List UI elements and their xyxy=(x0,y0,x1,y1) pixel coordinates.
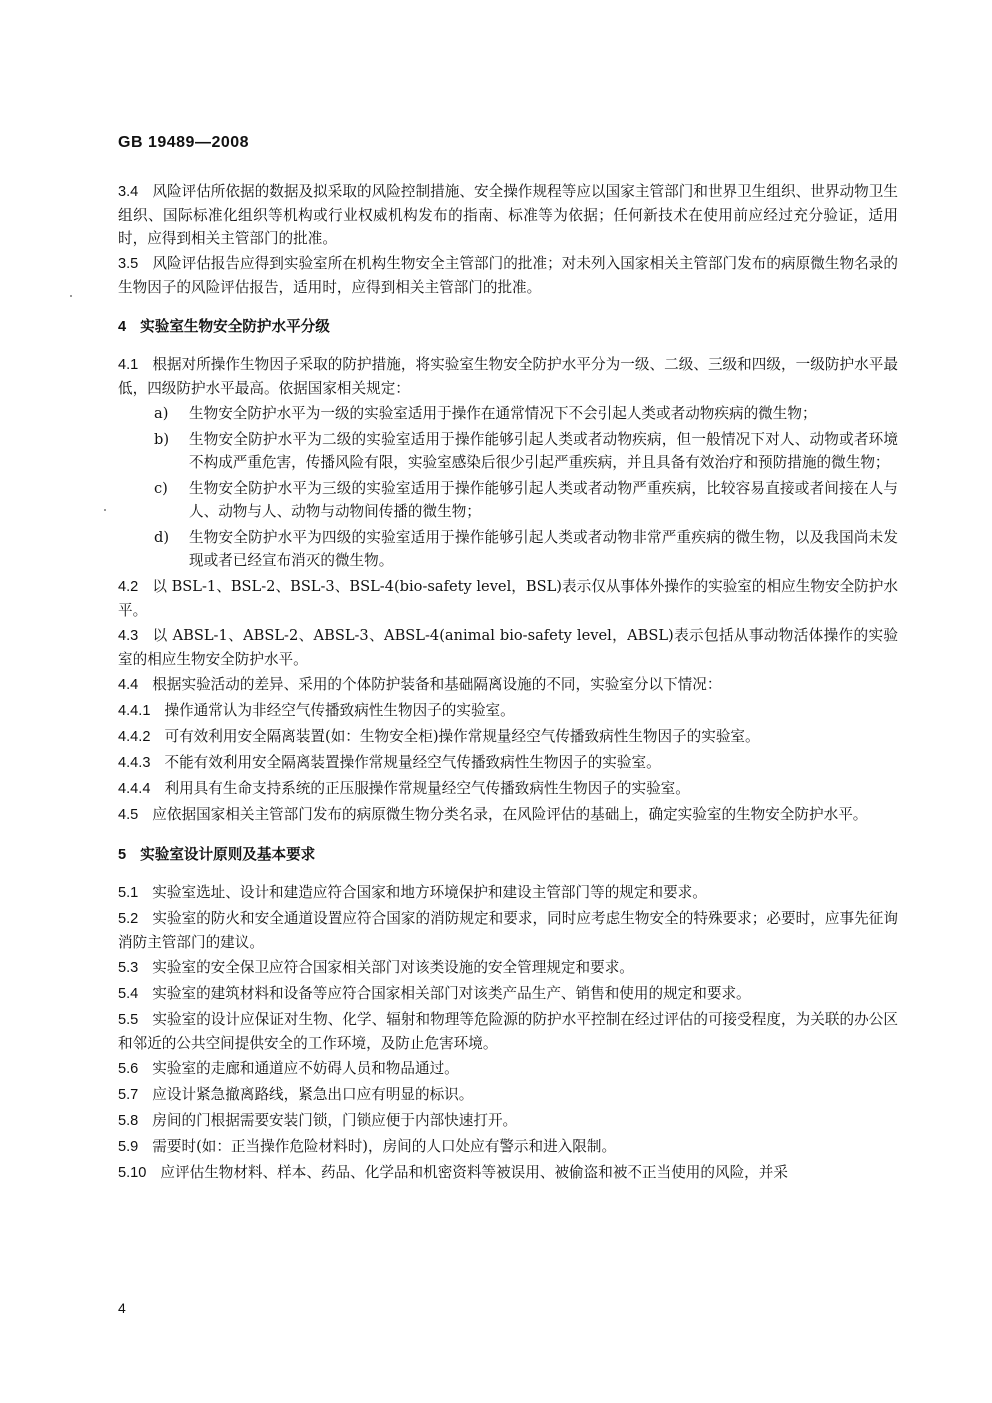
clause-paragraph xyxy=(118,1083,898,1107)
clause-number: 4.4 xyxy=(118,677,139,693)
clause-paragraph xyxy=(118,1135,898,1159)
clause-text: 可有效利用安全隔离装置(如：生物安全柜)操作常规量经空气传播致病性生物因子的实验室。 xyxy=(164,728,760,745)
clause-number: 5.6 xyxy=(118,1061,139,1077)
clause-paragraph xyxy=(118,881,898,905)
page-number: 4 xyxy=(118,1300,126,1316)
clause-number: 4.4.3 xyxy=(118,755,151,771)
list-marker: c) xyxy=(154,480,168,497)
list-item xyxy=(118,428,898,474)
clause-number: 4.5 xyxy=(118,807,139,823)
clause-number: 5.10 xyxy=(118,1165,147,1181)
clause-text: 风险评估所依据的数据及拟采取的风险控制措施、安全操作规程等应以国家主管部门和世界卫生组织、世界动物卫生组织、国际标准化组织等机构或行业权威机构发布的指南、标准等为依据；任何新技术在使用前应经过充分验证，适用时，应得到相关主管部门的批准。 xyxy=(118,183,898,247)
clause-number: 5 xyxy=(118,847,127,863)
scan-speck xyxy=(70,295,72,297)
list-item xyxy=(118,402,898,425)
clause-text: 应依据国家相关主管部门发布的病原微生物分类名录，在风险评估的基础上，确定实验室的生物安全防护水平。 xyxy=(152,806,868,823)
list-item xyxy=(118,477,898,523)
list-marker: a) xyxy=(154,405,169,422)
clause-text: 利用具有生命支持系统的正压服操作常规量经空气传播致病性生物因子的实验室。 xyxy=(164,780,690,797)
clause-number: 3.5 xyxy=(118,256,139,272)
clause-number: 5.2 xyxy=(118,911,139,927)
clause-text: 操作通常认为非经空气传播致病性生物因子的实验室。 xyxy=(164,702,515,719)
list-marker: b) xyxy=(154,431,170,448)
clause-number: 5.7 xyxy=(118,1087,139,1103)
scan-speck xyxy=(104,509,106,511)
clause-paragraph xyxy=(118,575,898,622)
clause-text: 应设计紧急撤离路线，紧急出口应有明显的标识。 xyxy=(152,1086,474,1103)
clause-text: 实验室的走廊和通道应不妨碍人员和物品通过。 xyxy=(152,1060,459,1077)
clause-text: 生物安全防护水平为三级的实验室适用于操作能够引起人类或者动物严重疾病，比较容易直接或者间接在人与人、动物与人、动物与动物间传播的微生物； xyxy=(189,480,898,520)
clause-text: 风险评估报告应得到实验室所在机构生物安全主管部门的批准；对未列入国家相关主管部门发布的病原微生物名录的生物因子的风险评估报告，适用时，应得到相关主管部门的批准。 xyxy=(118,255,898,296)
clause-paragraph xyxy=(118,956,898,980)
clause-paragraph xyxy=(118,673,898,697)
list-item xyxy=(118,526,898,572)
clause-text: 以 ABSL-1、ABSL-2、ABSL-3、ABSL-4(animal bio-safety level，ABSL)表示包括从事动物活体操作的实验室的相应生物安全防护水平。 xyxy=(118,627,898,668)
clause-text: 需要时(如：正当操作危险材料时)，房间的人口处应有警示和进入限制。 xyxy=(152,1138,617,1155)
standard-header: GB 19489—2008 xyxy=(118,134,250,151)
clause-paragraph xyxy=(118,982,898,1006)
clause-paragraph xyxy=(118,180,898,250)
clause-paragraph xyxy=(118,1057,898,1081)
clause-text: 房间的门根据需要安装门锁，门锁应便于内部快速打开。 xyxy=(152,1112,518,1129)
clause-paragraph xyxy=(118,907,898,954)
clause-number: 4.4.1 xyxy=(118,703,151,719)
clause-number: 4.1 xyxy=(118,357,139,373)
clause-text: 根据实验活动的差异、采用的个体防护装备和基础隔离设施的不同，实验室分以下情况： xyxy=(152,676,722,693)
clause-number: 4 xyxy=(118,319,127,335)
clause-text: 生物安全防护水平为四级的实验室适用于操作能够引起人类或者动物非常严重疾病的微生物，以及我国尚未发现或者已经宣布消灭的微生物。 xyxy=(189,529,898,569)
clause-paragraph xyxy=(118,725,898,749)
clause-text: 生物安全防护水平为二级的实验室适用于操作能够引起人类或者动物疾病，但一般情况下对人、动物或者环境不构成严重危害，传播风险有限，实验室感染后很少引起严重疾病，并且具备有效治疗和预防措施的微生物； xyxy=(189,431,898,471)
clause-paragraph xyxy=(118,353,898,400)
section-heading xyxy=(118,843,898,867)
clause-paragraph xyxy=(118,777,898,801)
clause-number: 5.3 xyxy=(118,960,139,976)
clause-text: 实验室生物安全防护水平分级 xyxy=(140,318,330,335)
clause-text: 实验室设计原则及基本要求 xyxy=(140,846,316,863)
clause-text: 实验室的建筑材料和设备等应符合国家相关部门对该类产品生产、销售和使用的规定和要求。 xyxy=(152,985,751,1002)
clause-text: 实验室的防火和安全通道设置应符合国家的消防规定和要求，同时应考虑生物安全的特殊要求；必要时，应事先征询消防主管部门的建议。 xyxy=(118,910,898,951)
clause-paragraph xyxy=(118,803,898,827)
clause-paragraph xyxy=(118,699,898,723)
clause-text: 生物安全防护水平为一级的实验室适用于操作在通常情况下不会引起人类或者动物疾病的微生物； xyxy=(189,405,817,422)
clause-number: 5.1 xyxy=(118,885,139,901)
clause-paragraph xyxy=(118,1161,898,1185)
clause-number: 5.8 xyxy=(118,1113,139,1129)
clause-number: 5.4 xyxy=(118,986,139,1002)
clause-text: 应评估生物材料、样本、药品、化学品和机密资料等被误用、被偷盗和被不正当使用的风险，并采 xyxy=(160,1164,788,1181)
list-marker: d) xyxy=(154,529,170,546)
clause-text: 不能有效利用安全隔离装置操作常规量经空气传播致病性生物因子的实验室。 xyxy=(164,754,661,771)
clause-paragraph xyxy=(118,252,898,299)
clause-paragraph xyxy=(118,624,898,671)
section-heading xyxy=(118,315,898,339)
clause-paragraph xyxy=(118,1109,898,1133)
clause-number: 4.4.4 xyxy=(118,781,151,797)
clause-number: 4.3 xyxy=(118,628,139,644)
clause-text: 实验室选址、设计和建造应符合国家和地方环境保护和建设主管部门等的规定和要求。 xyxy=(152,884,707,901)
clause-number: 5.9 xyxy=(118,1139,139,1155)
clause-paragraph xyxy=(118,751,898,775)
clause-number: 4.2 xyxy=(118,579,139,595)
clause-number: 3.4 xyxy=(118,184,139,200)
clause-text: 实验室的设计应保证对生物、化学、辐射和物理等危险源的防护水平控制在经过评估的可接受程度，为关联的办公区和邻近的公共空间提供安全的工作环境，及防止危害环境。 xyxy=(118,1011,898,1052)
clause-number: 4.4.2 xyxy=(118,729,151,745)
clause-text: 以 BSL-1、BSL-2、BSL-3、BSL-4(bio-safety level，BSL)表示仅从事体外操作的实验室的相应生物安全防护水平。 xyxy=(118,578,898,619)
clause-text: 根据对所操作生物因子采取的防护措施，将实验室生物安全防护水平分为一级、二级、三级和四级，一级防护水平最低，四级防护水平最高。依据国家相关规定： xyxy=(118,356,898,397)
body-text xyxy=(118,180,898,1187)
clause-text: 实验室的安全保卫应符合国家相关部门对该类设施的安全管理规定和要求。 xyxy=(152,959,634,976)
clause-number: 5.5 xyxy=(118,1012,139,1028)
clause-paragraph xyxy=(118,1008,898,1055)
